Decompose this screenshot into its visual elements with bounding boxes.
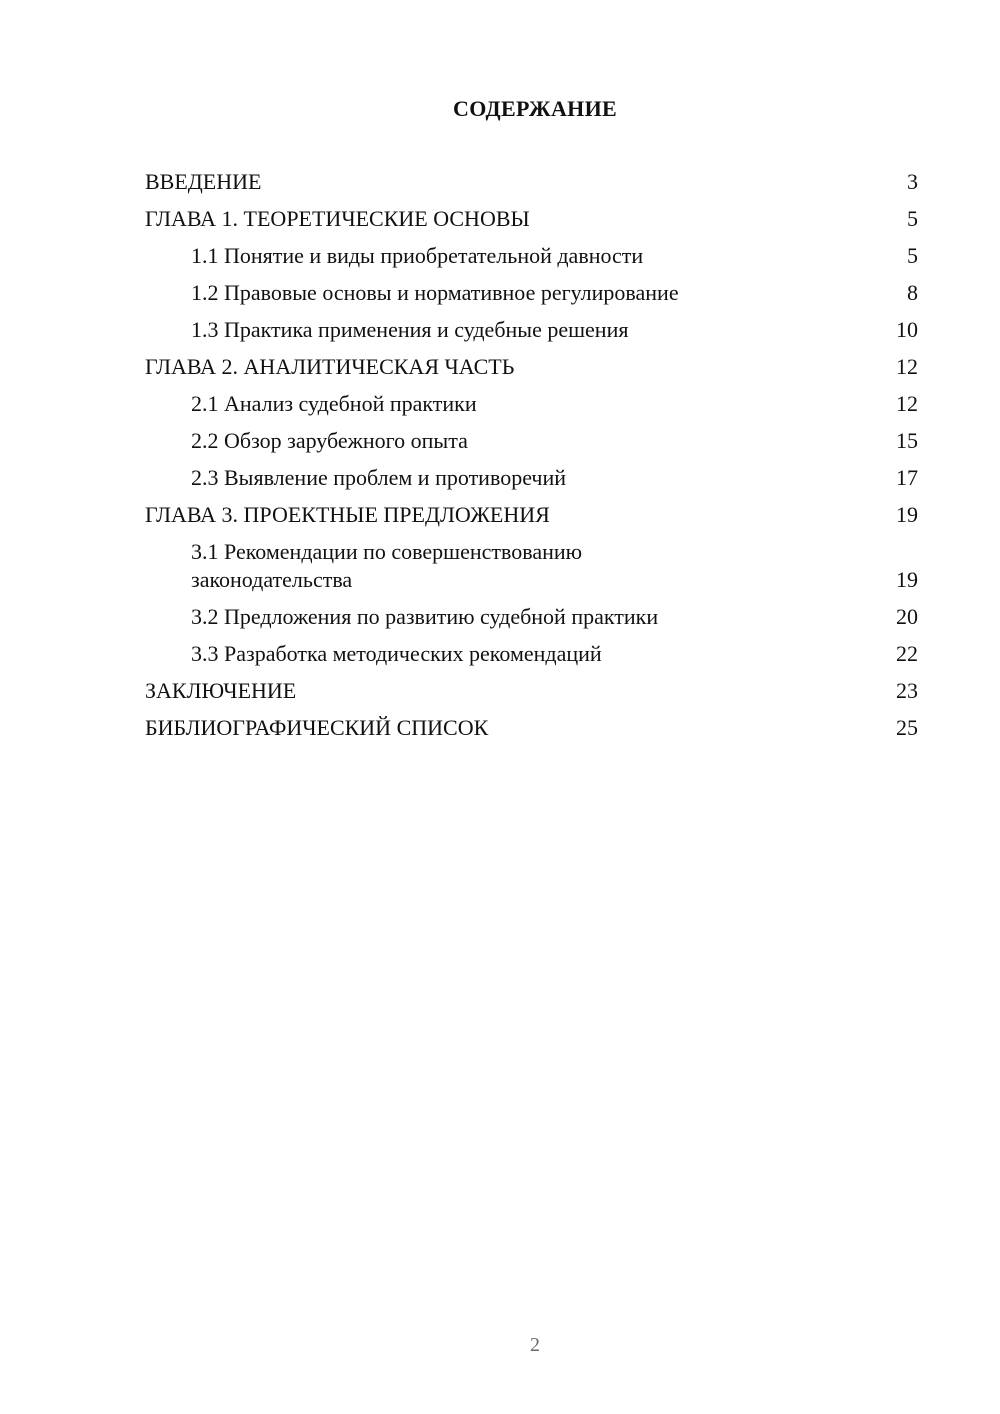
toc-entry-page: 12: [896, 391, 918, 416]
toc-entry-section-3-2: [145, 603, 918, 631]
toc-entry-label: 2.2 Обзор зарубежного опыта: [191, 428, 468, 453]
toc-entry-page: 20: [896, 604, 918, 629]
toc-entry-label: ГЛАВА 3. ПРОЕКТНЫЕ ПРЕДЛОЖЕНИЯ: [145, 502, 550, 527]
toc-entry-chapter-1: [145, 205, 918, 233]
toc-entry-page: 10: [896, 317, 918, 342]
toc-entry-section-1-1: [145, 242, 918, 270]
toc-entry-section-1-3: [145, 316, 918, 344]
toc-entry-label: 3.1 Рекомендации по совершенствованию законодательства: [191, 539, 583, 592]
toc-entry-page: 19: [896, 567, 918, 592]
toc-entry-label: БИБЛИОГРАФИЧЕСКИЙ СПИСОК: [145, 715, 489, 740]
page-title: СОДЕРЖАНИЕ: [453, 96, 617, 121]
toc-entry-section-1-2: [145, 279, 918, 307]
toc-entry-section-2-2: [145, 427, 918, 455]
toc-entry-introduction: [145, 168, 918, 196]
toc-entry-page: 8: [907, 280, 918, 305]
table-of-contents: [145, 168, 918, 751]
toc-entry-page: 12: [896, 354, 918, 379]
toc-entry-label: ВВЕДЕНИЕ: [145, 169, 262, 194]
toc-entry-label: 3.3 Разработка методических рекомендаций: [191, 641, 602, 666]
toc-entry-page: 3: [907, 169, 918, 194]
page-number: 2: [530, 1334, 540, 1356]
toc-entry-bibliography: [145, 714, 918, 742]
toc-entry-page: 5: [907, 206, 918, 231]
toc-entry-section-3-3: [145, 640, 918, 668]
toc-entry-page: 25: [896, 715, 918, 740]
toc-entry-page: 5: [907, 243, 918, 268]
toc-entry-page: 15: [896, 428, 918, 453]
toc-entry-page: 19: [896, 502, 918, 527]
toc-entry-label: 1.1 Понятие и виды приобретательной давности: [191, 243, 644, 268]
toc-entry-chapter-2: [145, 353, 918, 381]
toc-entry-label: ГЛАВА 1. ТЕОРЕТИЧЕСКИЕ ОСНОВЫ: [145, 206, 530, 231]
toc-entry-chapter-3: [145, 501, 918, 529]
toc-entry-section-3-1: [145, 538, 918, 594]
toc-entry-label: 1.3 Практика применения и судебные решения: [191, 317, 629, 342]
toc-entry-conclusion: [145, 677, 918, 705]
toc-entry-label: 2.3 Выявление проблем и противоречий: [191, 465, 567, 490]
toc-entry-label: 1.2 Правовые основы и нормативное регулирование: [191, 280, 679, 305]
toc-entry-page: 17: [896, 465, 918, 490]
toc-entry-section-2-3: [145, 464, 918, 492]
toc-entry-label: 3.2 Предложения по развитию судебной практики: [191, 604, 659, 629]
toc-entry-label: 2.1 Анализ судебной практики: [191, 391, 477, 416]
toc-entry-page: 23: [896, 678, 918, 703]
toc-entry-section-2-1: [145, 390, 918, 418]
toc-entry-label: ГЛАВА 2. АНАЛИТИЧЕСКАЯ ЧАСТЬ: [145, 354, 515, 379]
toc-entry-page: 22: [896, 641, 918, 666]
toc-entry-label: ЗАКЛЮЧЕНИЕ: [145, 678, 297, 703]
